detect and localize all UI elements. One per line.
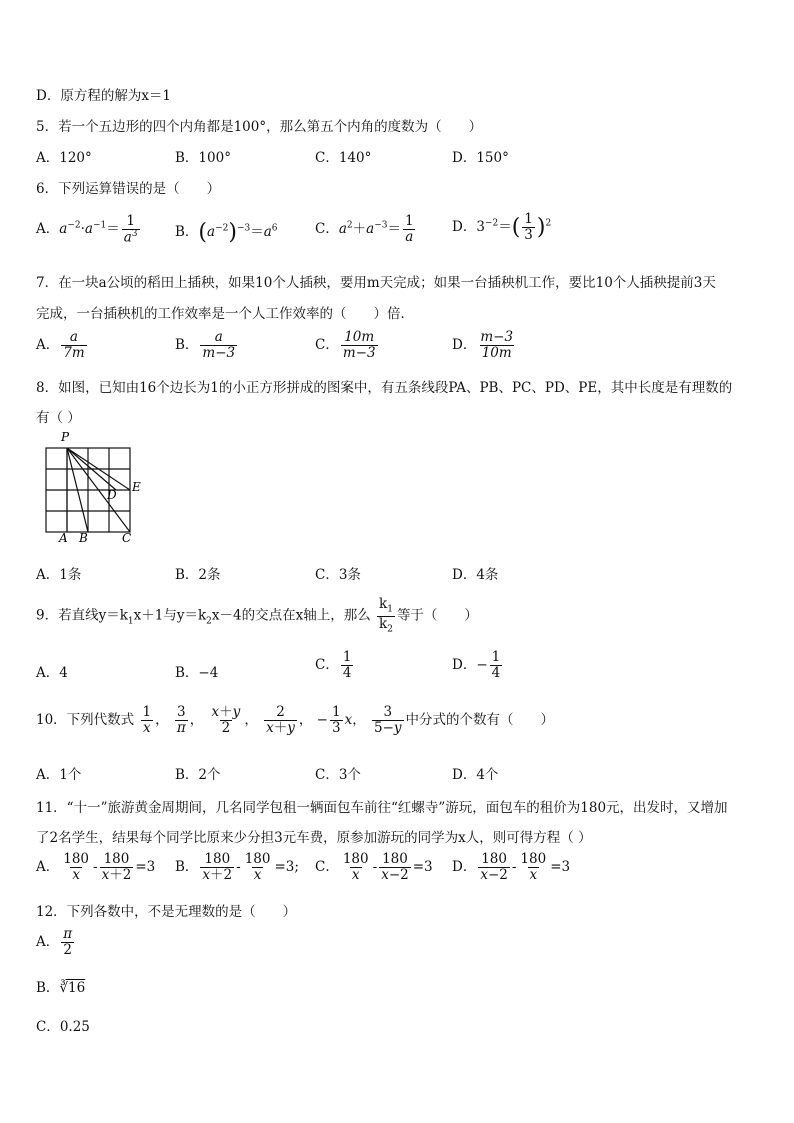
q7-option-a: A． $\frac{a}{7m}$ bbox=[36, 329, 85, 361]
q10-option-a: A．1个 bbox=[36, 767, 82, 783]
point-label-d: D bbox=[107, 488, 117, 502]
q7-stem-line2: 完成，一台插秧机的工作效率是一个人工作效率的（ ）倍． bbox=[36, 306, 414, 322]
q6-stem: 6．下列运算错误的是（ ） bbox=[36, 181, 221, 197]
q8-grid-figure bbox=[36, 428, 146, 546]
q7-option-b: B． $\frac{a}{m-3}$ bbox=[175, 329, 236, 361]
q11-stem-line2: 了2名学生，结果每个同学比原来少分担3元车费，原参加游玩的同学为x人，则可得方程（ ） bbox=[36, 830, 592, 846]
q6-option-b: B．$(a^{-2})^{-3}=a^6$ bbox=[175, 220, 278, 245]
q5-option-a: A．120° bbox=[36, 150, 92, 166]
q8-stem-line1: 8．如图，已知由16个边长为1的小正方形拼成的图案中，有五条线段PA、PB、PC、PD、PE，其中长度是有理数的 bbox=[36, 380, 733, 396]
q8-option-c: C．3条 bbox=[315, 567, 361, 583]
point-label-e: E bbox=[132, 480, 141, 494]
q5-option-c: C．140° bbox=[315, 150, 372, 166]
q11-option-b: B． $\frac{180}{x+2}$ - $\frac{180}{x}$ =3; bbox=[175, 851, 299, 883]
point-label-b: B bbox=[79, 531, 88, 545]
q12-option-c: C．0.25 bbox=[36, 1019, 90, 1035]
q10-option-d: D．4个 bbox=[452, 767, 499, 783]
q12-stem: 12．下列各数中，不是无理数的是（ ） bbox=[36, 904, 297, 920]
q11-option-c: C． $\frac{180}{x}$ - $\frac{180}{x-2}$ =3 bbox=[315, 851, 433, 883]
q8-stem-line2: 有（ ） bbox=[36, 410, 81, 426]
q8-option-d: D．4条 bbox=[452, 567, 499, 583]
q5-option-b: B．100° bbox=[175, 150, 231, 166]
q11-option-d: D． $\frac{180}{x-2}$ - $\frac{180}{x}$ =3 bbox=[452, 851, 571, 883]
q9-stem: 9．若直线$y=k_1x+1$与$y=k_2x-4$的交点在x轴上，那么 $\frac{k_1}{k_2}$ 等于（ ） bbox=[36, 596, 478, 635]
q9-option-a: A．4 bbox=[36, 665, 68, 681]
q7-option-c: C． $\frac{10m}{m-3}$ bbox=[315, 329, 376, 361]
q7-option-d: D． $\frac{m-3}{10m}$ bbox=[452, 329, 514, 361]
q8-option-b: B．2条 bbox=[175, 567, 221, 583]
q9-option-b: B．−4 bbox=[175, 665, 219, 681]
q10-option-c: C．3个 bbox=[315, 767, 361, 783]
q9-option-c: C． $\frac{1}{4}$ bbox=[315, 649, 352, 681]
q12-option-b: B．∛16 bbox=[36, 980, 86, 996]
prev-option-d: D．原方程的解为x＝1 bbox=[36, 88, 172, 104]
q10-option-b: B．2个 bbox=[175, 767, 221, 783]
q11-option-a: A． $\frac{180}{x}$ - $\frac{180}{x+2}$ =3 bbox=[36, 851, 156, 883]
point-label-c: C bbox=[122, 531, 132, 545]
q12-option-a: A． $\frac{\pi}{2}$ bbox=[36, 926, 73, 958]
q5-option-d: D．150° bbox=[452, 150, 509, 166]
q5-stem: 5．若一个五边形的四个内角都是100°，那么第五个内角的度数为（ ） bbox=[36, 119, 483, 135]
q6-option-a: A．$a^{-2}\cdot a^{-1}=$ $\frac{1}{a^3}$ bbox=[36, 213, 138, 246]
q10-stem: 10．下列代数式 $\frac{1}{x}$ ， $\frac{3}{\pi}$ ， $\frac{x+y}{2}$ ， $\frac{2}{x+y}$ ， − $\frac{1}{3}$ x， $\frac{3}{5-y}$ 中分式的个数有（ ） bbox=[36, 704, 555, 736]
q11-stem-line1: 11．“十一”旅游黄金周期间，几名同学包租一辆面包车前往“红螺寺”游玩，面包车的租价为180元，出发时，又增加 bbox=[36, 800, 728, 816]
point-label-p: P bbox=[61, 430, 70, 444]
q8-option-a: A．1条 bbox=[36, 567, 82, 583]
point-label-a: A bbox=[59, 531, 68, 545]
q7-stem-line1: 7．在一块a公顷的稻田上插秧，如果10个人插秧，要用m天完成；如果一台插秧机工作，要比10个人插秧提前3天 bbox=[36, 275, 716, 291]
q6-option-c: C．$a^2+a^{-3}=$ $\frac{1}{a}$ bbox=[315, 213, 414, 245]
q6-option-d: D．$3^{-2}=$( $\frac{1}{3}$ )$^2$ bbox=[452, 211, 552, 243]
q9-option-d: D．− $\frac{1}{4}$ bbox=[452, 649, 501, 681]
